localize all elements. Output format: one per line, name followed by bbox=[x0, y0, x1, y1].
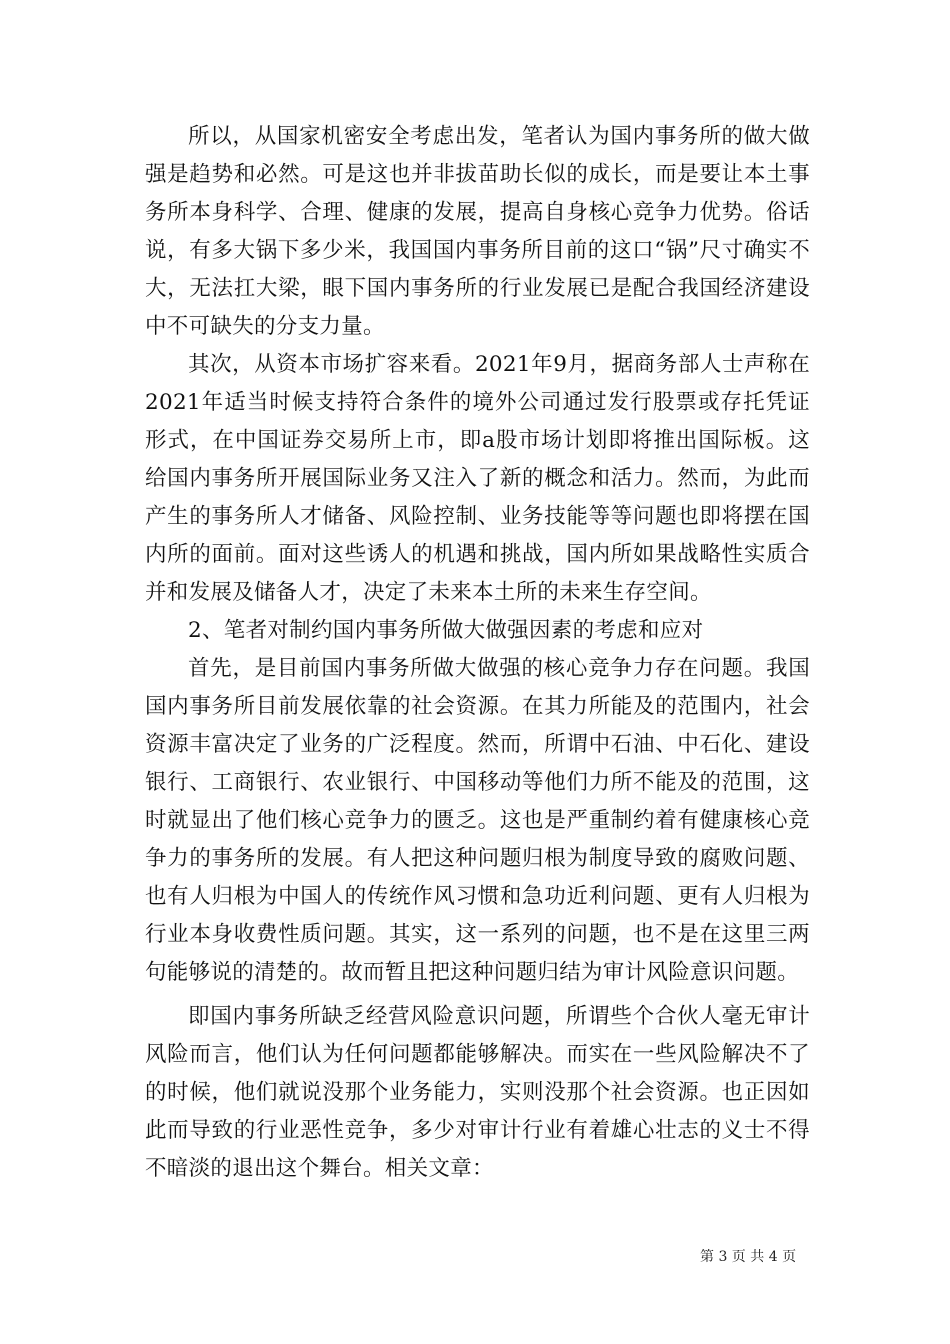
page-number: 第 3 页 共 4 页 bbox=[700, 1249, 797, 1265]
paragraph-core-competitiveness: 首先，是目前国内事务所做大做强的核心竞争力存在问题。我国国内事务所目前发展依靠的社会资源。在其力所能及的范围内，社会资源丰富决定了业务的广泛程度。然而，所谓中石油、中石化、建设银行、工商银行、农业银行、中国移动等他们力所不能及的范围，这时就显出了他们核心竞争力的匮乏。这也是严重制约着有健康核心竞争力的事务所的发展。有人把这种问题归根为制度导致的腐败问题、也有人归根为中国人的传统作风习惯和急功近利问题、更有人归根为行业本身收费性质问题。其实，这一系列的问题，也不是在这里三两句能够说的清楚的。故而暂且把这种问题归结为审计风险意识问题。 bbox=[145, 656, 810, 985]
paragraph-national-security: 所以，从国家机密安全考虑出发，笔者认为国内事务所的做大做强是趋势和必然。可是这也并非拔苗助长似的成长，而是要让本土事务所本身科学、合理、健康的发展，提高自身核心竞争力优势。俗话说，有多大锅下多少米，我国国内事务所目前的这口“锅”尺寸确实不大，无法扛大梁，眼下国内事务所的行业发展已是配合我国经济建设中不可缺失的分支力量。 bbox=[145, 124, 810, 339]
document-body bbox=[145, 118, 810, 1188]
paragraph-capital-market: 其次，从资本市场扩容来看。2021年9月，据商务部人士声称在2021年适当时候支持符合条件的境外公司通过发行股票或存托凭证形式，在中国证券交易所上市，即a股市场计划即将推出国际板。这给国内事务所开展国际业务又注入了新的概念和活力。然而，为此而产生的事务所人才储备、风险控制、业务技能等等问题也即将摆在国内所的面前。面对这些诱人的机遇和挑战，国内所如果战略性实质合并和发展及储备人才，决定了未来本土所的未来生存空间。 bbox=[145, 352, 810, 605]
paragraph-risk-awareness: 即国内事务所缺乏经营风险意识问题，所谓些个合伙人毫无审计风险而言，他们认为任何问题都能够解决。而实在一些风险解决不了的时候，他们就说没那个业务能力，实则没那个社会资源。也正因如此而导致的行业恶性竞争，多少对审计行业有着雄心壮志的义士不得不暗淡的退出这个舞台。相关文章： bbox=[145, 1004, 810, 1181]
section-heading-constraints: 2、笔者对制约国内事务所做大做强因素的考虑和应对 bbox=[188, 618, 704, 643]
